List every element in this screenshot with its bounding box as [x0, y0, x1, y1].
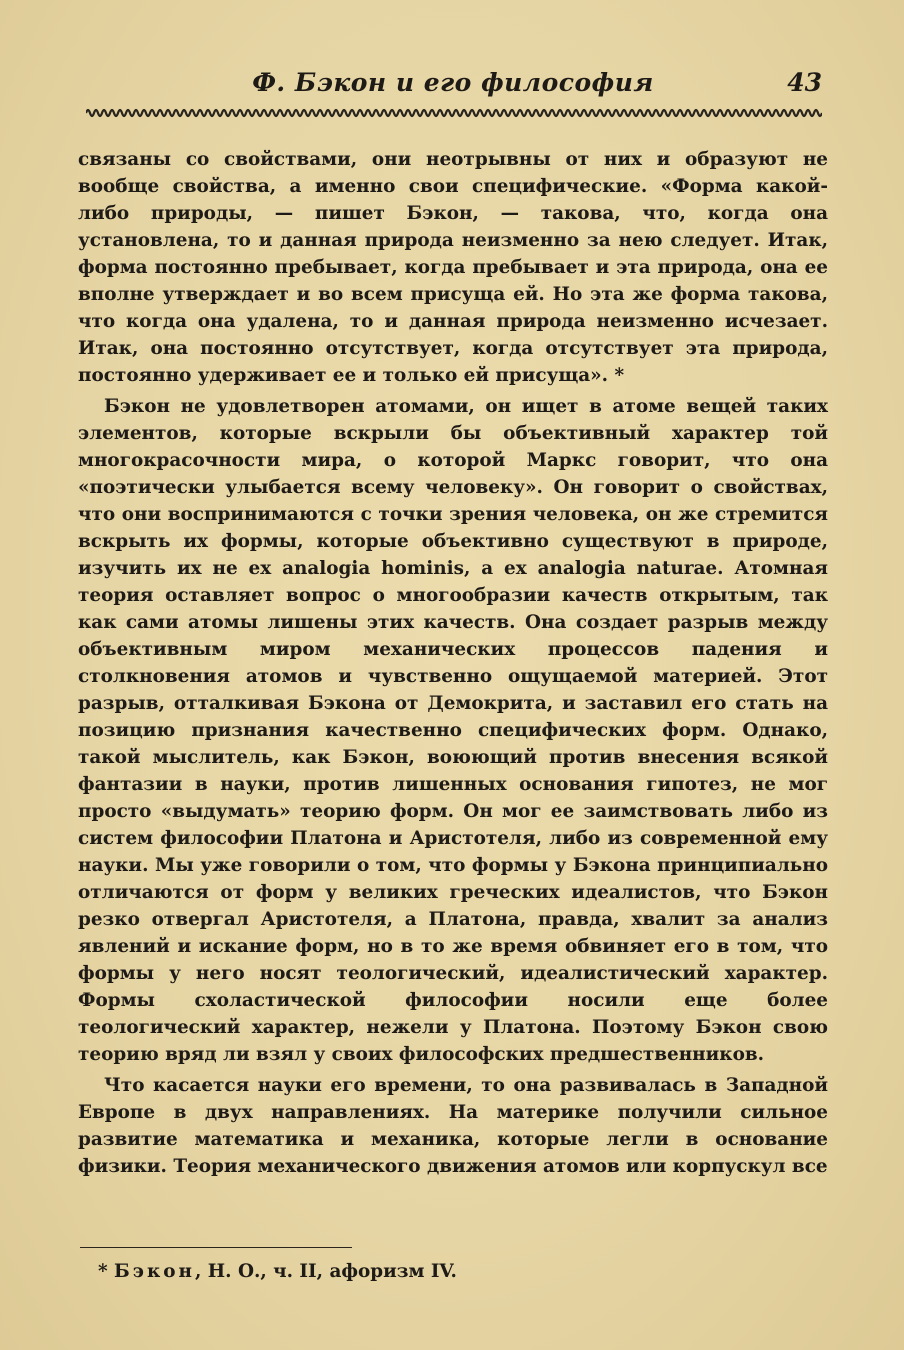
footnote: [98, 1258, 798, 1286]
footnote-marker: *: [98, 1261, 108, 1282]
header-ornament-rule: [86, 106, 822, 120]
running-title: Ф. Бэкон и его философия: [252, 68, 654, 97]
page-header: [78, 68, 828, 108]
footnote-author: Бэкон: [114, 1261, 195, 1282]
body-text: [78, 146, 828, 1180]
paragraph-2: Бэкон не удовлетворен атомами, он ищет в атоме вещей таких элементов, которые вскрыли бы объективный характер той многокрасочности мира, о которой Маркс говорит, что она «поэтически улыбается всему человеку». Он говорит о свойствах, что они воспринимаются с точки зрения человека, он же стремится вскрыть их формы, которые объективно существуют в природе, изучить их не ex analogia hominis, а ex analogia naturae. Атомная теория оставляет вопрос о многообразии качеств открытым, так как сами атомы лишены этих качеств. Она создает разрыв между объективным миром механических процессов падения и столкновения атомов и чувственно ощущаемой материей. Этот разрыв, отталкивая Бэкона от Демокрита, и заставил его стать на позицию признания качественно специфических форм. Однако, такой мыслитель, как Бэкон, воюющий против внесения всякой фантазии в науки, против лишенных основания гипотез, не мог просто «выдумать» теорию форм. Он мог ее заимствовать либо из систем философии Платона и Аристотеля, либо из современной ему науки. Мы уже говорили о том, что формы у Бэкона принципиально отличаются от форм у великих греческих идеалистов, что Бэкон резко отвергал Аристотеля, а Платона, правда, хвалит за анализ явлений и искание форм, но в то же время обвиняет его в том, что формы у него носят теологический, идеалистический характер. Формы схоластической философии носили еще более теологический характер, нежели у Платона. Поэтому Бэкон свою теорию вряд ли взял у своих философских предшественников.: [78, 396, 828, 1065]
paragraph-3: Что касается науки его времени, то она развивалась в Западной Европе в двух направлениях. На материке получили сильное развитие математика и механика, которые легли в основание физики. Теория механического движения атомов или корпускул все: [78, 1075, 828, 1177]
paragraph-1: связаны со свойствами, они неотрывны от них и образуют не вообще свойства, а именно свои специфические. «Форма какой-либо природы, — пишет Бэкон, — такова, что, когда она установлена, то и данная природа неизменно за нею следует. Итак, форма постоянно пребывает, когда пребывает и эта природа, она ее вполне утверждает и во всем присуща ей. Но эта же форма такова, что когда она удалена, то и данная природа неизменно исчезает. Итак, она постоянно отсутствует, когда отсутствует эта природа, постоянно удерживает ее и только ей присуща». *: [78, 149, 828, 386]
footnote-separator: [80, 1247, 352, 1248]
footnote-text: , Н. О., ч. II, афоризм IV.: [194, 1261, 457, 1282]
page-number: 43: [787, 68, 822, 97]
